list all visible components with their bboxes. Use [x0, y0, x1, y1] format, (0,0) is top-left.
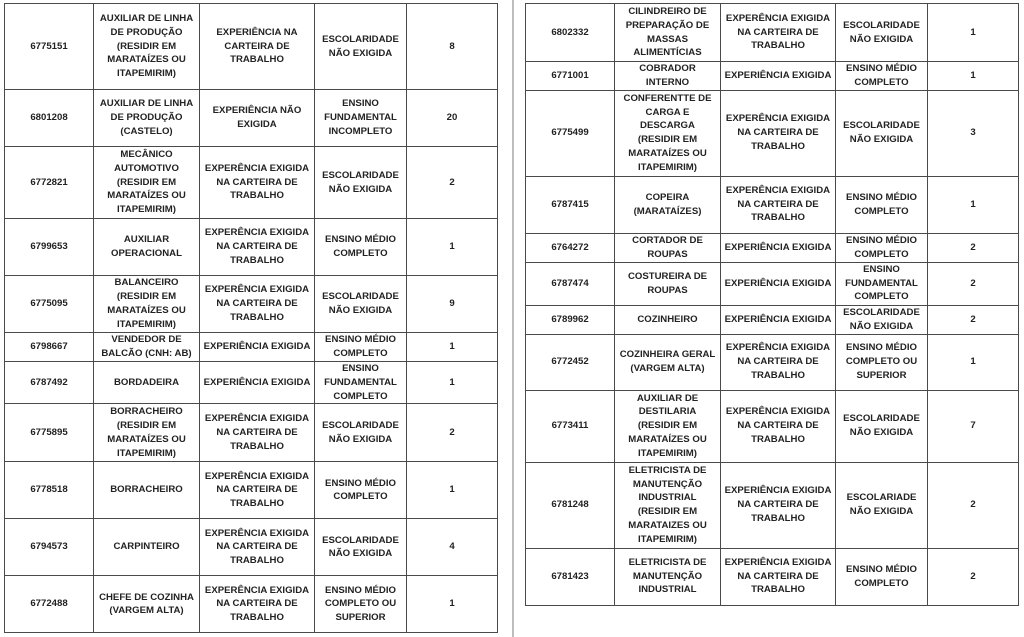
- job-code-cell: 6772488: [5, 576, 94, 633]
- experience-cell: EXPERÊNCIA EXIGIDA NA CARTEIRA DE TRABALHO: [200, 462, 315, 519]
- education-cell: ESCOLARIDADE NÃO EXIGIDA: [315, 147, 407, 219]
- education-cell: ENSINO MÉDIO COMPLETO OU SUPERIOR: [315, 576, 407, 633]
- table-row: [5, 362, 498, 404]
- experience-cell: EXPERÊNCIA EXIGIDA NA CARTEIRA DE TRABALHO: [200, 576, 315, 633]
- job-role-cell: AUXILIAR OPERACIONAL: [94, 219, 200, 276]
- vacancies-cell: 2: [407, 147, 498, 219]
- table-row: [526, 334, 1019, 390]
- experience-cell: EXPERIÊNCIA NA CARTEIRA DE TRABALHO: [200, 4, 315, 90]
- vacancies-cell: 1: [407, 333, 498, 362]
- job-code-cell: 6787415: [526, 176, 615, 233]
- job-code-cell: 6801208: [5, 90, 94, 147]
- job-role-cell: CONFERENTTE DE CARGA E DESCARGA (RESIDIR EM MARATAÍZES OU ITAPEMIRIM): [615, 90, 721, 176]
- education-cell: ESCOLARIDADE NÃO EXIGIDA: [315, 519, 407, 576]
- vacancies-cell: 20: [407, 90, 498, 147]
- job-role-cell: ELETRICISTA DE MANUTENÇÃO INDUSTRIAL: [615, 548, 721, 605]
- table-row: [5, 219, 498, 276]
- vacancies-cell: 1: [407, 462, 498, 519]
- education-cell: ENSINO MÉDIO COMPLETO OU SUPERIOR: [836, 334, 928, 390]
- job-code-cell: 6787492: [5, 362, 94, 404]
- job-role-cell: COBRADOR INTERNO: [615, 62, 721, 91]
- job-role-cell: COSTUREIRA DE ROUPAS: [615, 262, 721, 305]
- job-role-cell: COZINHEIRO: [615, 305, 721, 334]
- job-code-cell: 6802332: [526, 4, 615, 62]
- experience-cell: EXPERIÊNCIA EXIGIDA NA CARTEIRA DE TRABALHO: [721, 462, 836, 548]
- vacancies-cell: 1: [928, 4, 1019, 62]
- education-cell: ESCOLARIDADE NÃO EXIGIDA: [836, 390, 928, 462]
- experience-cell: EXPERIÊNCIA EXIGIDA NA CARTEIRA DE TRABALHO: [721, 548, 836, 605]
- job-table-right: [525, 3, 1019, 606]
- job-code-cell: 6787474: [526, 262, 615, 305]
- job-code-cell: 6781248: [526, 462, 615, 548]
- job-code-cell: 6794573: [5, 519, 94, 576]
- job-code-cell: 6798667: [5, 333, 94, 362]
- vacancies-cell: 2: [928, 548, 1019, 605]
- table-row: [526, 233, 1019, 262]
- experience-cell: EXPERÊNCIA EXIGIDA NA CARTEIRA DE TRABALHO: [721, 4, 836, 62]
- experience-cell: EXPERÊNCIA EXIGIDA NA CARTEIRA DE TRABALHO: [200, 276, 315, 333]
- job-role-cell: CILINDREIRO DE PREPARAÇÃO DE MASSAS ALIMENTÍCIAS: [615, 4, 721, 62]
- experience-cell: EXPERÊNCIA EXIGIDA NA CARTEIRA DE TRABALHO: [721, 176, 836, 233]
- job-code-cell: 6775095: [5, 276, 94, 333]
- job-role-cell: COZINHEIRA GERAL (VARGEM ALTA): [615, 334, 721, 390]
- table-row: [526, 390, 1019, 462]
- experience-cell: EXPERÊNCIA EXIGIDA NA CARTEIRA DE TRABALHO: [200, 219, 315, 276]
- job-code-cell: 6778518: [5, 462, 94, 519]
- job-code-cell: 6775499: [526, 90, 615, 176]
- job-role-cell: MECÂNICO AUTOMOTIVO (RESIDIR EM MARATAÍZES OU ITAPEMIRIM): [94, 147, 200, 219]
- experience-cell: EXPERIÊNCIA NÃO EXIGIDA: [200, 90, 315, 147]
- table-row: [526, 176, 1019, 233]
- experience-cell: EXPERIÊNCIA EXIGIDA: [200, 333, 315, 362]
- job-code-cell: 6772821: [5, 147, 94, 219]
- job-code-cell: 6789962: [526, 305, 615, 334]
- experience-cell: EXPERÊNCIA EXIGIDA NA CARTEIRA DE TRABALHO: [200, 404, 315, 462]
- vacancies-cell: 4: [407, 519, 498, 576]
- experience-cell: EXPERIÊNCIA EXIGIDA: [200, 362, 315, 404]
- education-cell: ENSINO MÉDIO COMPLETO: [315, 219, 407, 276]
- table-row: [5, 4, 498, 90]
- education-cell: ENSINO MÉDIO COMPLETO: [315, 333, 407, 362]
- vacancies-cell: 1: [407, 362, 498, 404]
- education-cell: ESCOLARIDADE NÃO EXIGIDA: [315, 4, 407, 90]
- education-cell: ENSINO MÉDIO COMPLETO: [836, 233, 928, 262]
- job-code-cell: 6771001: [526, 62, 615, 91]
- job-code-cell: 6773411: [526, 390, 615, 462]
- vacancies-cell: 7: [928, 390, 1019, 462]
- table-row: [526, 90, 1019, 176]
- vacancies-cell: 2: [928, 233, 1019, 262]
- page-divider: [512, 0, 514, 637]
- education-cell: ESCOLARIDADE NÃO EXIGIDA: [836, 90, 928, 176]
- table-row: [5, 462, 498, 519]
- education-cell: ENSINO MÉDIO COMPLETO: [315, 462, 407, 519]
- vacancies-cell: 2: [928, 462, 1019, 548]
- job-role-cell: CHEFE DE COZINHA (VARGEM ALTA): [94, 576, 200, 633]
- job-code-cell: 6799653: [5, 219, 94, 276]
- vacancies-cell: 9: [407, 276, 498, 333]
- job-role-cell: CORTADOR DE ROUPAS: [615, 233, 721, 262]
- job-role-cell: BORRACHEIRO (RESIDIR EM MARATAÍZES OU ITAPEMIRIM): [94, 404, 200, 462]
- table-row: [526, 305, 1019, 334]
- table-row: [526, 62, 1019, 91]
- experience-cell: EXPERÊNCIA EXIGIDA NA CARTEIRA DE TRABALHO: [721, 390, 836, 462]
- education-cell: ENSINO FUNDAMENTAL COMPLETO: [315, 362, 407, 404]
- table-row: [526, 462, 1019, 548]
- job-table-left-body: [5, 4, 498, 633]
- experience-cell: EXPERÊNCIA EXIGIDA NA CARTEIRA DE TRABALHO: [200, 519, 315, 576]
- education-cell: ESCOLARIDADE NÃO EXIGIDA: [836, 4, 928, 62]
- vacancies-cell: 2: [407, 404, 498, 462]
- job-role-cell: VENDEDOR DE BALCÃO (CNH: AB): [94, 333, 200, 362]
- table-row: [526, 4, 1019, 62]
- table-row: [5, 333, 498, 362]
- vacancies-cell: 8: [407, 4, 498, 90]
- education-cell: ESCOLARIADE NÃO EXIGIDA: [836, 462, 928, 548]
- table-row: [5, 519, 498, 576]
- education-cell: ENSINO MÉDIO COMPLETO: [836, 176, 928, 233]
- table-row: [5, 404, 498, 462]
- education-cell: ENSINO MÉDIO COMPLETO: [836, 62, 928, 91]
- job-code-cell: 6775151: [5, 4, 94, 90]
- table-row: [526, 262, 1019, 305]
- experience-cell: EXPERIÊNCIA EXIGIDA: [721, 262, 836, 305]
- job-role-cell: COPEIRA (MARATAÍZES): [615, 176, 721, 233]
- job-role-cell: CARPINTEIRO: [94, 519, 200, 576]
- job-code-cell: 6764272: [526, 233, 615, 262]
- education-cell: ESCOLARIDADE NÃO EXIGIDA: [836, 305, 928, 334]
- job-code-cell: 6772452: [526, 334, 615, 390]
- table-row: [5, 90, 498, 147]
- vacancies-cell: 1: [407, 219, 498, 276]
- vacancies-cell: 2: [928, 305, 1019, 334]
- job-code-cell: 6781423: [526, 548, 615, 605]
- vacancies-cell: 3: [928, 90, 1019, 176]
- job-role-cell: BORRACHEIRO: [94, 462, 200, 519]
- education-cell: ENSINO MÉDIO COMPLETO: [836, 548, 928, 605]
- experience-cell: EXPERÊNCIA EXIGIDA NA CARTEIRA DE TRABALHO: [721, 334, 836, 390]
- table-row: [5, 576, 498, 633]
- job-role-cell: BALANCEIRO (RESIDIR EM MARATAÍZES OU ITAPEMIRIM): [94, 276, 200, 333]
- job-table-right-body: [526, 4, 1019, 606]
- job-role-cell: ELETRICISTA DE MANUTENÇÃO INDUSTRIAL (RESIDIR EM MARATAIZES OU ITAPEMIRIM): [615, 462, 721, 548]
- experience-cell: EXPERÊNCIA EXIGIDA NA CARTEIRA DE TRABALHO: [721, 90, 836, 176]
- job-code-cell: 6775895: [5, 404, 94, 462]
- experience-cell: EXPERIÊNCIA EXIGIDA: [721, 62, 836, 91]
- vacancies-cell: 1: [928, 62, 1019, 91]
- job-role-cell: AUXILIAR DE DESTILARIA (RESIDIR EM MARATAÍZES OU ITAPEMIRIM): [615, 390, 721, 462]
- experience-cell: EXPERIÊNCIA EXIGIDA: [721, 305, 836, 334]
- table-row: [526, 548, 1019, 605]
- education-cell: ESCOLARIDADE NÃO EXIGIDA: [315, 276, 407, 333]
- vacancies-cell: 1: [928, 334, 1019, 390]
- vacancies-cell: 1: [407, 576, 498, 633]
- table-row: [5, 276, 498, 333]
- education-cell: ENSINO FUNDAMENTAL INCOMPLETO: [315, 90, 407, 147]
- vacancies-cell: 2: [928, 262, 1019, 305]
- job-role-cell: AUXILIAR DE LINHA DE PRODUÇÃO (CASTELO): [94, 90, 200, 147]
- table-row: [5, 147, 498, 219]
- education-cell: ENSINO FUNDAMENTAL COMPLETO: [836, 262, 928, 305]
- education-cell: ESCOLARIDADE NÃO EXIGIDA: [315, 404, 407, 462]
- vacancies-cell: 1: [928, 176, 1019, 233]
- experience-cell: EXPERÊNCIA EXIGIDA NA CARTEIRA DE TRABALHO: [200, 147, 315, 219]
- job-role-cell: BORDADEIRA: [94, 362, 200, 404]
- job-role-cell: AUXILIAR DE LINHA DE PRODUÇÃO (RESIDIR EM MARATAÍZES OU ITAPEMIRIM): [94, 4, 200, 90]
- experience-cell: EXPERIÊNCIA EXIGIDA: [721, 233, 836, 262]
- job-table-left: [4, 3, 498, 633]
